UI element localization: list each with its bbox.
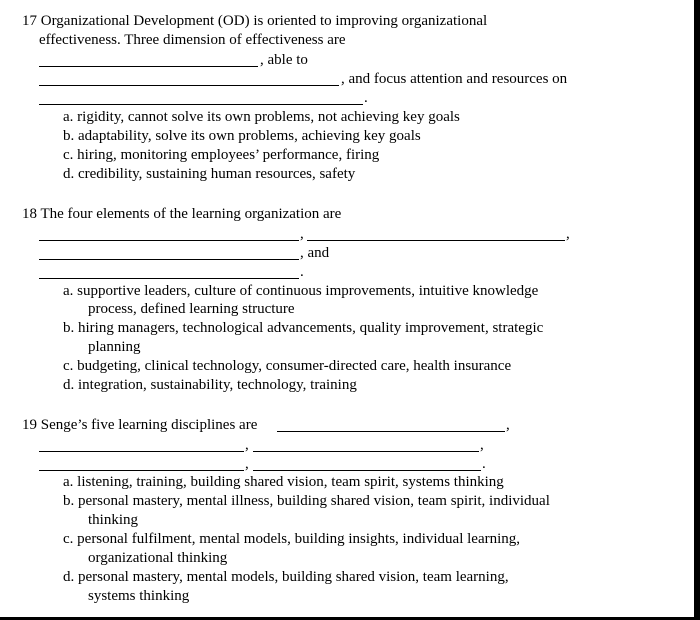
- question-18-stem-line-1: 18 The four elements of the learning organization are: [22, 206, 342, 222]
- answer-blank-17-1[interactable]: [39, 66, 258, 67]
- answer-blank-19-5[interactable]: [253, 470, 481, 471]
- question-19-period: .: [482, 456, 486, 472]
- option-18-c[interactable]: c. budgeting, clinical technology, consumer-directed care, health insurance: [63, 358, 512, 374]
- answer-blank-19-2[interactable]: [39, 451, 244, 452]
- option-19-c[interactable]: c. personal fulfilment, mental models, building insights, individual learning,: [63, 531, 521, 547]
- answer-blank-17-3[interactable]: [39, 104, 363, 105]
- option-19-b-continuation: thinking: [88, 512, 139, 528]
- answer-blank-18-2[interactable]: [307, 240, 565, 241]
- option-19-a[interactable]: a. listening, training, building shared vision, team spirit, systems thinking: [63, 474, 504, 490]
- question-19-comma-4: ,: [245, 456, 249, 472]
- option-17-d[interactable]: d. credibility, sustaining human resources, safety: [63, 166, 356, 182]
- question-18-comma-2: ,: [566, 226, 570, 242]
- question-18-comma-1: ,: [300, 226, 304, 242]
- question-19-comma-3: ,: [480, 437, 484, 453]
- answer-blank-18-4[interactable]: [39, 278, 299, 279]
- question-17-fragment-1: , able to: [260, 52, 308, 68]
- option-18-a[interactable]: a. supportive leaders, culture of continuous improvements, intuitive knowledge: [63, 283, 539, 299]
- option-19-d[interactable]: d. personal mastery, mental models, building shared vision, team learning,: [63, 569, 509, 585]
- question-19-comma-1: ,: [506, 417, 510, 433]
- option-18-a-continuation: process, defined learning structure: [88, 301, 295, 317]
- option-17-b[interactable]: b. adaptability, solve its own problems, achieving key goals: [63, 128, 421, 144]
- answer-blank-18-3[interactable]: [39, 259, 299, 260]
- answer-blank-18-1[interactable]: [39, 240, 299, 241]
- question-17-fragment-3: .: [364, 90, 368, 106]
- option-18-d[interactable]: d. integration, sustainability, technology, training: [63, 377, 357, 393]
- question-19-comma-2: ,: [245, 437, 249, 453]
- question-18-and: , and: [300, 245, 330, 261]
- question-17-stem-line-2: effectiveness. Three dimension of effectiveness are: [39, 32, 346, 48]
- option-18-b[interactable]: b. hiring managers, technological advancements, quality improvement, strategic: [63, 320, 544, 336]
- option-19-b[interactable]: b. personal mastery, mental illness, building shared vision, team spirit, individual: [63, 493, 550, 509]
- option-19-d-continuation: systems thinking: [88, 588, 190, 604]
- question-17-stem-line-1: 17 Organizational Development (OD) is oriented to improving organizational: [22, 13, 488, 29]
- answer-blank-19-4[interactable]: [39, 470, 244, 471]
- question-17-fragment-2: , and focus attention and resources on: [341, 71, 568, 87]
- answer-blank-19-1[interactable]: [277, 431, 505, 432]
- answer-blank-17-2[interactable]: [39, 85, 339, 86]
- option-18-b-continuation: planning: [88, 339, 141, 355]
- answer-blank-19-3[interactable]: [253, 451, 479, 452]
- option-17-c[interactable]: c. hiring, monitoring employees’ performance, firing: [63, 147, 380, 163]
- question-19-stem-line-1: 19 Senge’s five learning disciplines are: [22, 417, 258, 433]
- question-18-period: .: [300, 264, 304, 280]
- option-17-a[interactable]: a. rigidity, cannot solve its own problems, not achieving key goals: [63, 109, 460, 125]
- option-19-c-continuation: organizational thinking: [88, 550, 228, 566]
